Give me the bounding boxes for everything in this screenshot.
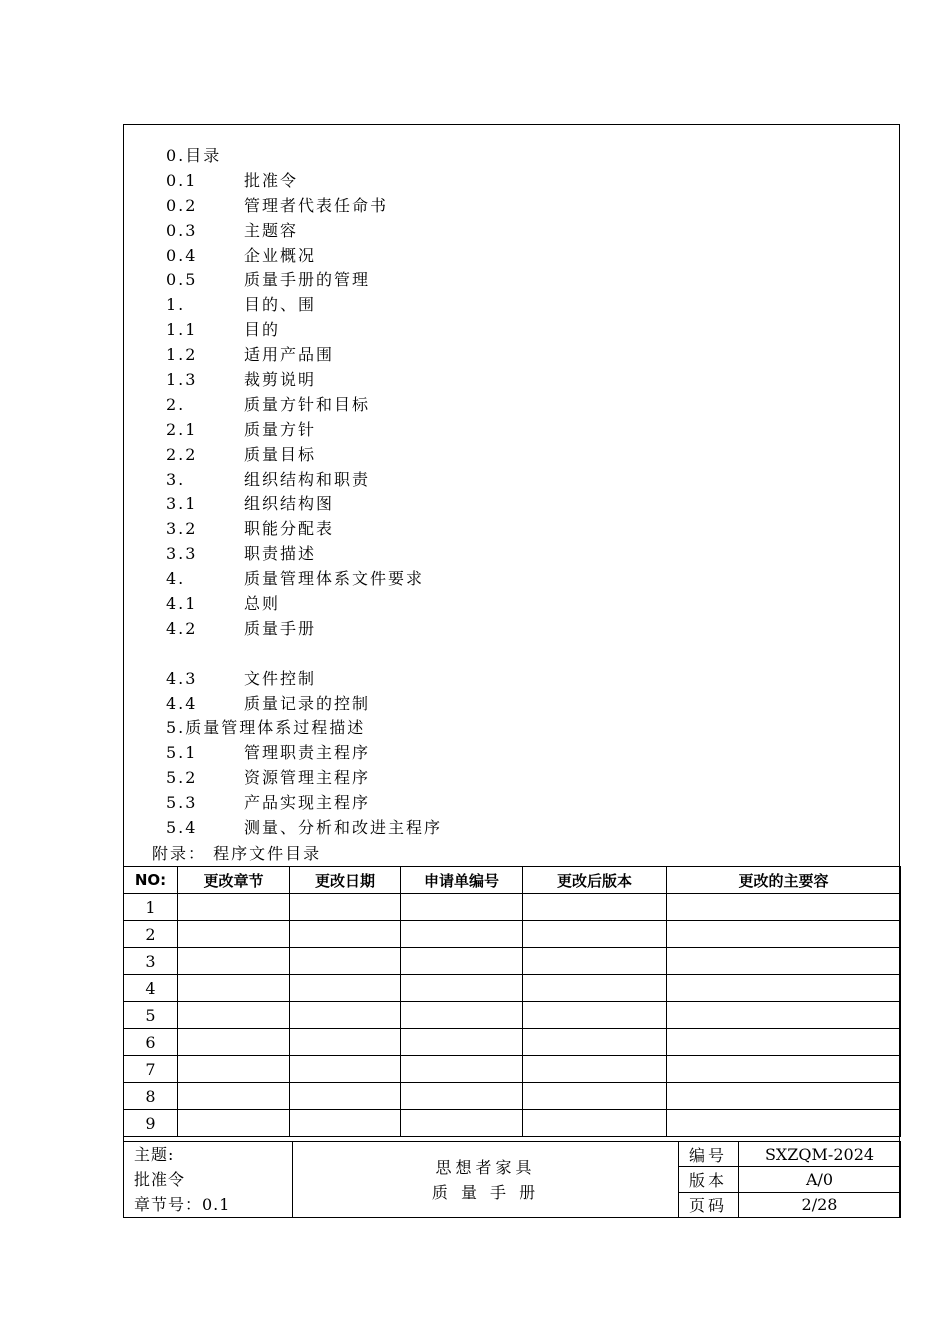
toc-number: 4.: [166, 569, 186, 589]
header-no: NO:: [124, 867, 178, 894]
toc-title: 质量手册: [244, 618, 317, 638]
table-row: [124, 894, 901, 921]
toc-title: 总则: [244, 594, 281, 614]
toc-entry: [166, 741, 866, 766]
empty-cell: [178, 894, 290, 921]
toc-entry: [166, 393, 866, 418]
empty-cell: [178, 1056, 290, 1083]
toc-title: 质量管理体系文件要求: [244, 569, 425, 589]
empty-cell: [523, 1056, 667, 1083]
row-number: 1: [124, 894, 178, 921]
empty-cell: [401, 894, 523, 921]
toc-entry: [166, 418, 866, 443]
toc-number: 1.: [166, 295, 186, 315]
empty-cell: [178, 1083, 290, 1110]
toc-number: 3.2: [166, 519, 198, 539]
toc-title: 裁剪说明: [244, 370, 317, 390]
toc-title: 质量手册的管理: [244, 270, 371, 290]
toc-title: 质量记录的控制: [244, 693, 371, 713]
toc-number: 2.1: [166, 419, 198, 439]
footer-subject-value: 批准令: [134, 1170, 186, 1189]
toc-entry: [166, 692, 866, 717]
table-row: [124, 975, 901, 1002]
toc-title: 批准令: [244, 170, 299, 190]
empty-cell: [290, 1110, 401, 1137]
row-number: 2: [124, 921, 178, 948]
empty-cell: [401, 1029, 523, 1056]
footer-code-value: SXZQM-2024: [739, 1142, 901, 1167]
toc-number: 0.4: [166, 245, 198, 265]
empty-cell: [667, 1002, 901, 1029]
empty-cell: [523, 921, 667, 948]
toc-title: 企业概况: [244, 245, 317, 265]
table-row: [124, 1083, 901, 1110]
toc-entry: [166, 667, 866, 692]
toc-number: 4.2: [166, 618, 198, 638]
toc-entry: [166, 443, 866, 468]
toc-title: 管理者代表任命书: [244, 195, 389, 215]
empty-cell: [401, 1083, 523, 1110]
appendix-line: 附录： 程序文件目录: [152, 844, 322, 863]
empty-cell: [667, 1056, 901, 1083]
row-number: 7: [124, 1056, 178, 1083]
row-number: 4: [124, 975, 178, 1002]
toc-number: 4.3: [166, 668, 198, 688]
toc-number: 0.3: [166, 220, 198, 240]
table-row: [124, 1110, 901, 1137]
table-row: [124, 1056, 901, 1083]
toc-number: 0.5: [166, 270, 198, 290]
toc-number: 4.4: [166, 693, 198, 713]
empty-cell: [401, 975, 523, 1002]
table-row: [124, 1029, 901, 1056]
toc-number: 0.1: [166, 170, 198, 190]
empty-cell: [290, 975, 401, 1002]
toc-number: 5.4: [166, 818, 198, 838]
toc-entry: [166, 592, 866, 617]
toc-number: 2.: [166, 394, 186, 414]
toc-title: 组织结构和职责: [244, 469, 371, 489]
toc-entry: [166, 268, 866, 293]
footer-manual: 质 量 手 册: [431, 1182, 540, 1202]
empty-cell: [178, 921, 290, 948]
table-row: [124, 921, 901, 948]
toc-title: 管理职责主程序: [244, 743, 371, 763]
header-date: 更改日期: [290, 867, 401, 894]
toc-number: 5.1: [166, 743, 198, 763]
toc-entry: [166, 169, 866, 194]
footer-company: 思想者家具: [435, 1157, 536, 1177]
toc-title: 测量、分析和改进主程序: [244, 818, 443, 838]
empty-cell: [401, 1002, 523, 1029]
toc-entry: [166, 816, 866, 841]
header-content: 更改的主要容: [667, 867, 901, 894]
toc-number: 5.3: [166, 793, 198, 813]
toc-number: 0.目录: [166, 146, 222, 165]
empty-cell: [401, 921, 523, 948]
empty-cell: [523, 1110, 667, 1137]
toc-number: 2.2: [166, 444, 198, 464]
footer-page-label: 页码: [679, 1192, 739, 1217]
empty-cell: [290, 1002, 401, 1029]
toc-entry: [166, 318, 866, 343]
footer-version-label: 版本: [679, 1167, 739, 1192]
empty-cell: [667, 975, 901, 1002]
table-row: [124, 1002, 901, 1029]
empty-cell: [523, 948, 667, 975]
toc-number: 3.1: [166, 494, 198, 514]
empty-cell: [290, 921, 401, 948]
toc-title: 职能分配表: [244, 519, 335, 539]
toc-entry: [166, 468, 866, 493]
toc-number: 1.3: [166, 370, 198, 390]
empty-cell: [667, 921, 901, 948]
empty-cell: [401, 948, 523, 975]
footer-page-value: 2/28: [739, 1192, 901, 1217]
toc-number: 1.2: [166, 345, 198, 365]
footer-subject-label: 主题:: [134, 1145, 175, 1164]
footer-version-value: A/0: [739, 1167, 901, 1192]
footer-code-label: 编号: [679, 1142, 739, 1167]
toc-entry: [166, 791, 866, 816]
header-version: 更改后版本: [523, 867, 667, 894]
toc-entry: [166, 766, 866, 791]
empty-cell: [523, 975, 667, 1002]
toc-title: 产品实现主程序: [244, 793, 371, 813]
toc-entry: [166, 219, 866, 244]
toc-title: 质量方针: [244, 419, 317, 439]
table-row: [124, 948, 901, 975]
header-request-no: 申请单编号: [401, 867, 523, 894]
empty-cell: [290, 1056, 401, 1083]
table-of-contents: [166, 144, 866, 841]
toc-number: 4.1: [166, 594, 198, 614]
footer-subject-cell: [124, 1142, 293, 1218]
empty-cell: [401, 1110, 523, 1137]
toc-number: 3.: [166, 469, 186, 489]
toc-number: 0.2: [166, 195, 198, 215]
toc-entry: [166, 542, 866, 567]
row-number: 9: [124, 1110, 178, 1137]
row-number: 3: [124, 948, 178, 975]
row-number: 6: [124, 1029, 178, 1056]
empty-cell: [178, 1110, 290, 1137]
footer-chapter: 章节号：0.1: [134, 1195, 231, 1214]
toc-spacer: [166, 642, 866, 667]
empty-cell: [178, 1029, 290, 1056]
empty-cell: [667, 1110, 901, 1137]
toc-entry: [166, 144, 866, 169]
empty-cell: [523, 1002, 667, 1029]
toc-title: 目的: [244, 320, 281, 340]
toc-entry: [166, 368, 866, 393]
toc-title: 质量目标: [244, 444, 317, 464]
footer-title-cell: [293, 1142, 679, 1218]
toc-entry: [166, 194, 866, 219]
empty-cell: [667, 894, 901, 921]
empty-cell: [290, 1029, 401, 1056]
empty-cell: [667, 1083, 901, 1110]
toc-title: 组织结构图: [244, 494, 335, 514]
toc-number: 5.质量管理体系过程描述: [166, 718, 366, 738]
toc-number: 1.1: [166, 320, 198, 340]
toc-entry: [166, 492, 866, 517]
empty-cell: [667, 948, 901, 975]
toc-entry: [166, 567, 866, 592]
empty-cell: [523, 1083, 667, 1110]
empty-cell: [178, 1002, 290, 1029]
revision-header-row: [124, 867, 901, 894]
row-number: 5: [124, 1002, 178, 1029]
toc-title: 主题容: [244, 220, 299, 240]
toc-entry: [166, 293, 866, 318]
empty-cell: [667, 1029, 901, 1056]
toc-title: 质量方针和目标: [244, 394, 371, 414]
toc-title: 文件控制: [244, 668, 317, 688]
toc-number: 5.2: [166, 768, 198, 788]
footer-table: [123, 1141, 901, 1218]
empty-cell: [401, 1056, 523, 1083]
revision-table: [123, 866, 901, 1137]
row-number: 8: [124, 1083, 178, 1110]
toc-entry: [166, 343, 866, 368]
toc-title: 职责描述: [244, 544, 317, 564]
empty-cell: [523, 1029, 667, 1056]
toc-title: 目的、围: [244, 295, 317, 315]
toc-entry: [166, 517, 866, 542]
empty-cell: [290, 948, 401, 975]
toc-title: 资源管理主程序: [244, 768, 371, 788]
empty-cell: [523, 894, 667, 921]
toc-title: 适用产品围: [244, 345, 335, 365]
header-chapter: 更改章节: [178, 867, 290, 894]
toc-entry: [166, 716, 866, 741]
empty-cell: [178, 948, 290, 975]
toc-number: 3.3: [166, 544, 198, 564]
empty-cell: [290, 1083, 401, 1110]
toc-entry: [166, 244, 866, 269]
toc-entry: [166, 617, 866, 642]
empty-cell: [290, 894, 401, 921]
empty-cell: [178, 975, 290, 1002]
